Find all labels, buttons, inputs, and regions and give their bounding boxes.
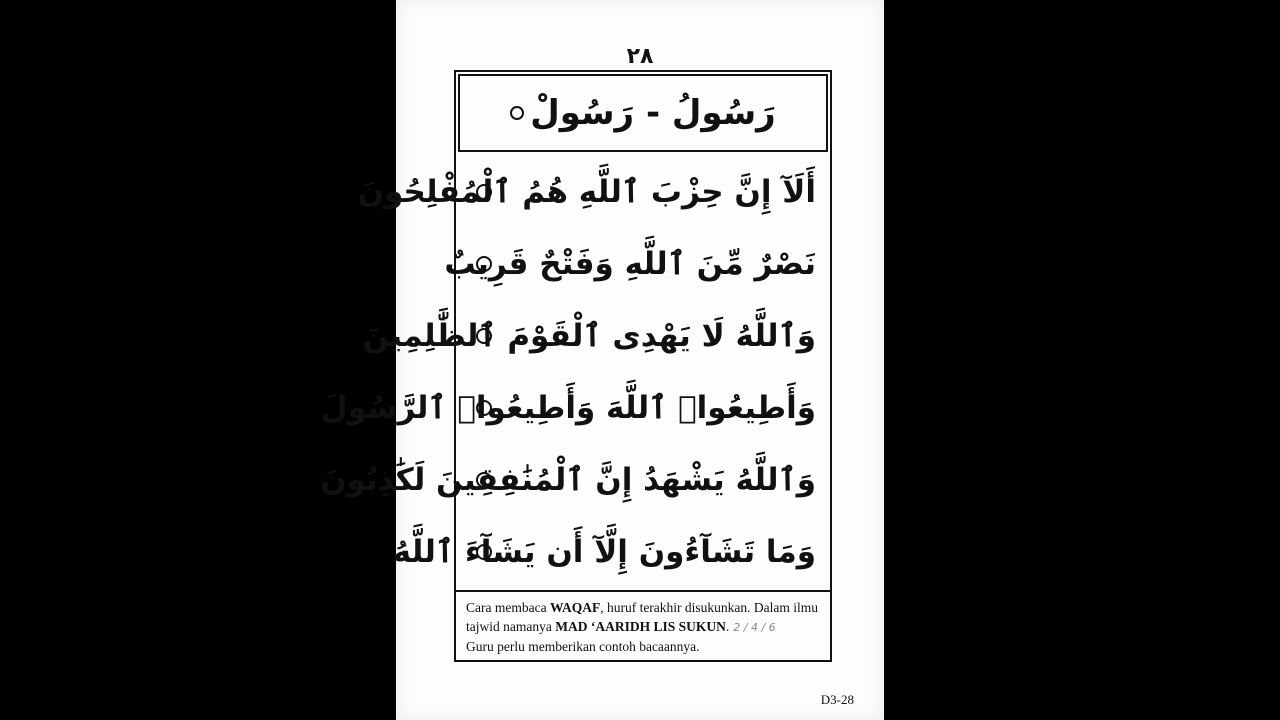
verse-list [320,156,828,588]
verse-end-circle-icon [476,328,492,344]
verse-line [357,156,828,228]
page-title: رَسُولُ - رَسُولْ [530,93,776,133]
verse-text: أَلَآ إِنَّ حِزْبَ ٱللَّهِ هُمُ ٱلْمُفْلِحُونَ [357,174,816,210]
verse-end-circle-icon [476,472,492,488]
title-box [458,74,828,152]
teacher-note [456,590,830,660]
verse-line [444,228,828,300]
verse-text: نَصْرٌ مِّنَ ٱللَّهِ وَفَتْحٌ قَرِيبٌ [444,246,816,282]
note-text: , huruf terakhir disukunkan. Dalam ilmu tajwid namanya [466,600,819,634]
verse-line [320,372,828,444]
verse-end-circle-icon [476,400,492,416]
verse-line [392,516,828,588]
verse-line [362,300,828,372]
page-number: ٢٨ [626,44,654,69]
verse-end-circle-icon [476,544,492,560]
content-frame [320,70,832,662]
page-code: D3-28 [820,692,854,707]
verse-text: وَٱللَّهُ لَا يَهْدِى ٱلْقَوْمَ ٱلظَّٰلِمِينَ [362,318,816,354]
note-text: Cara membaca [466,600,550,615]
book-page [320,0,884,720]
verse-text: وَٱللَّهُ يَشْهَدُ إِنَّ ٱلْمُنَٰفِقِينَ لَكَٰذِبُونَ [320,462,816,498]
verse-end-circle-icon [510,106,524,120]
note-term-mad: MAD ‘AARIDH LIS SUKUN [555,619,726,634]
verse-text: وَأَطِيعُوا۟ ٱللَّهَ وَأَطِيعُوا۟ ٱلرَّسُولَ [320,390,816,426]
verse-line [320,444,828,516]
verse-end-circle-icon [476,256,492,272]
handwritten-annotation: 2 / 4 / 6 [733,621,776,634]
verse-end-circle-icon [476,184,492,200]
note-text: Guru perlu memberikan contoh bacaannya. [466,639,700,654]
note-text: . [725,619,730,634]
verse-text: وَمَا تَشَآءُونَ إِلَّآ أَن يَشَآءَ ٱللَّهُ [392,534,816,570]
note-term-waqaf: WAQAF [549,600,601,615]
